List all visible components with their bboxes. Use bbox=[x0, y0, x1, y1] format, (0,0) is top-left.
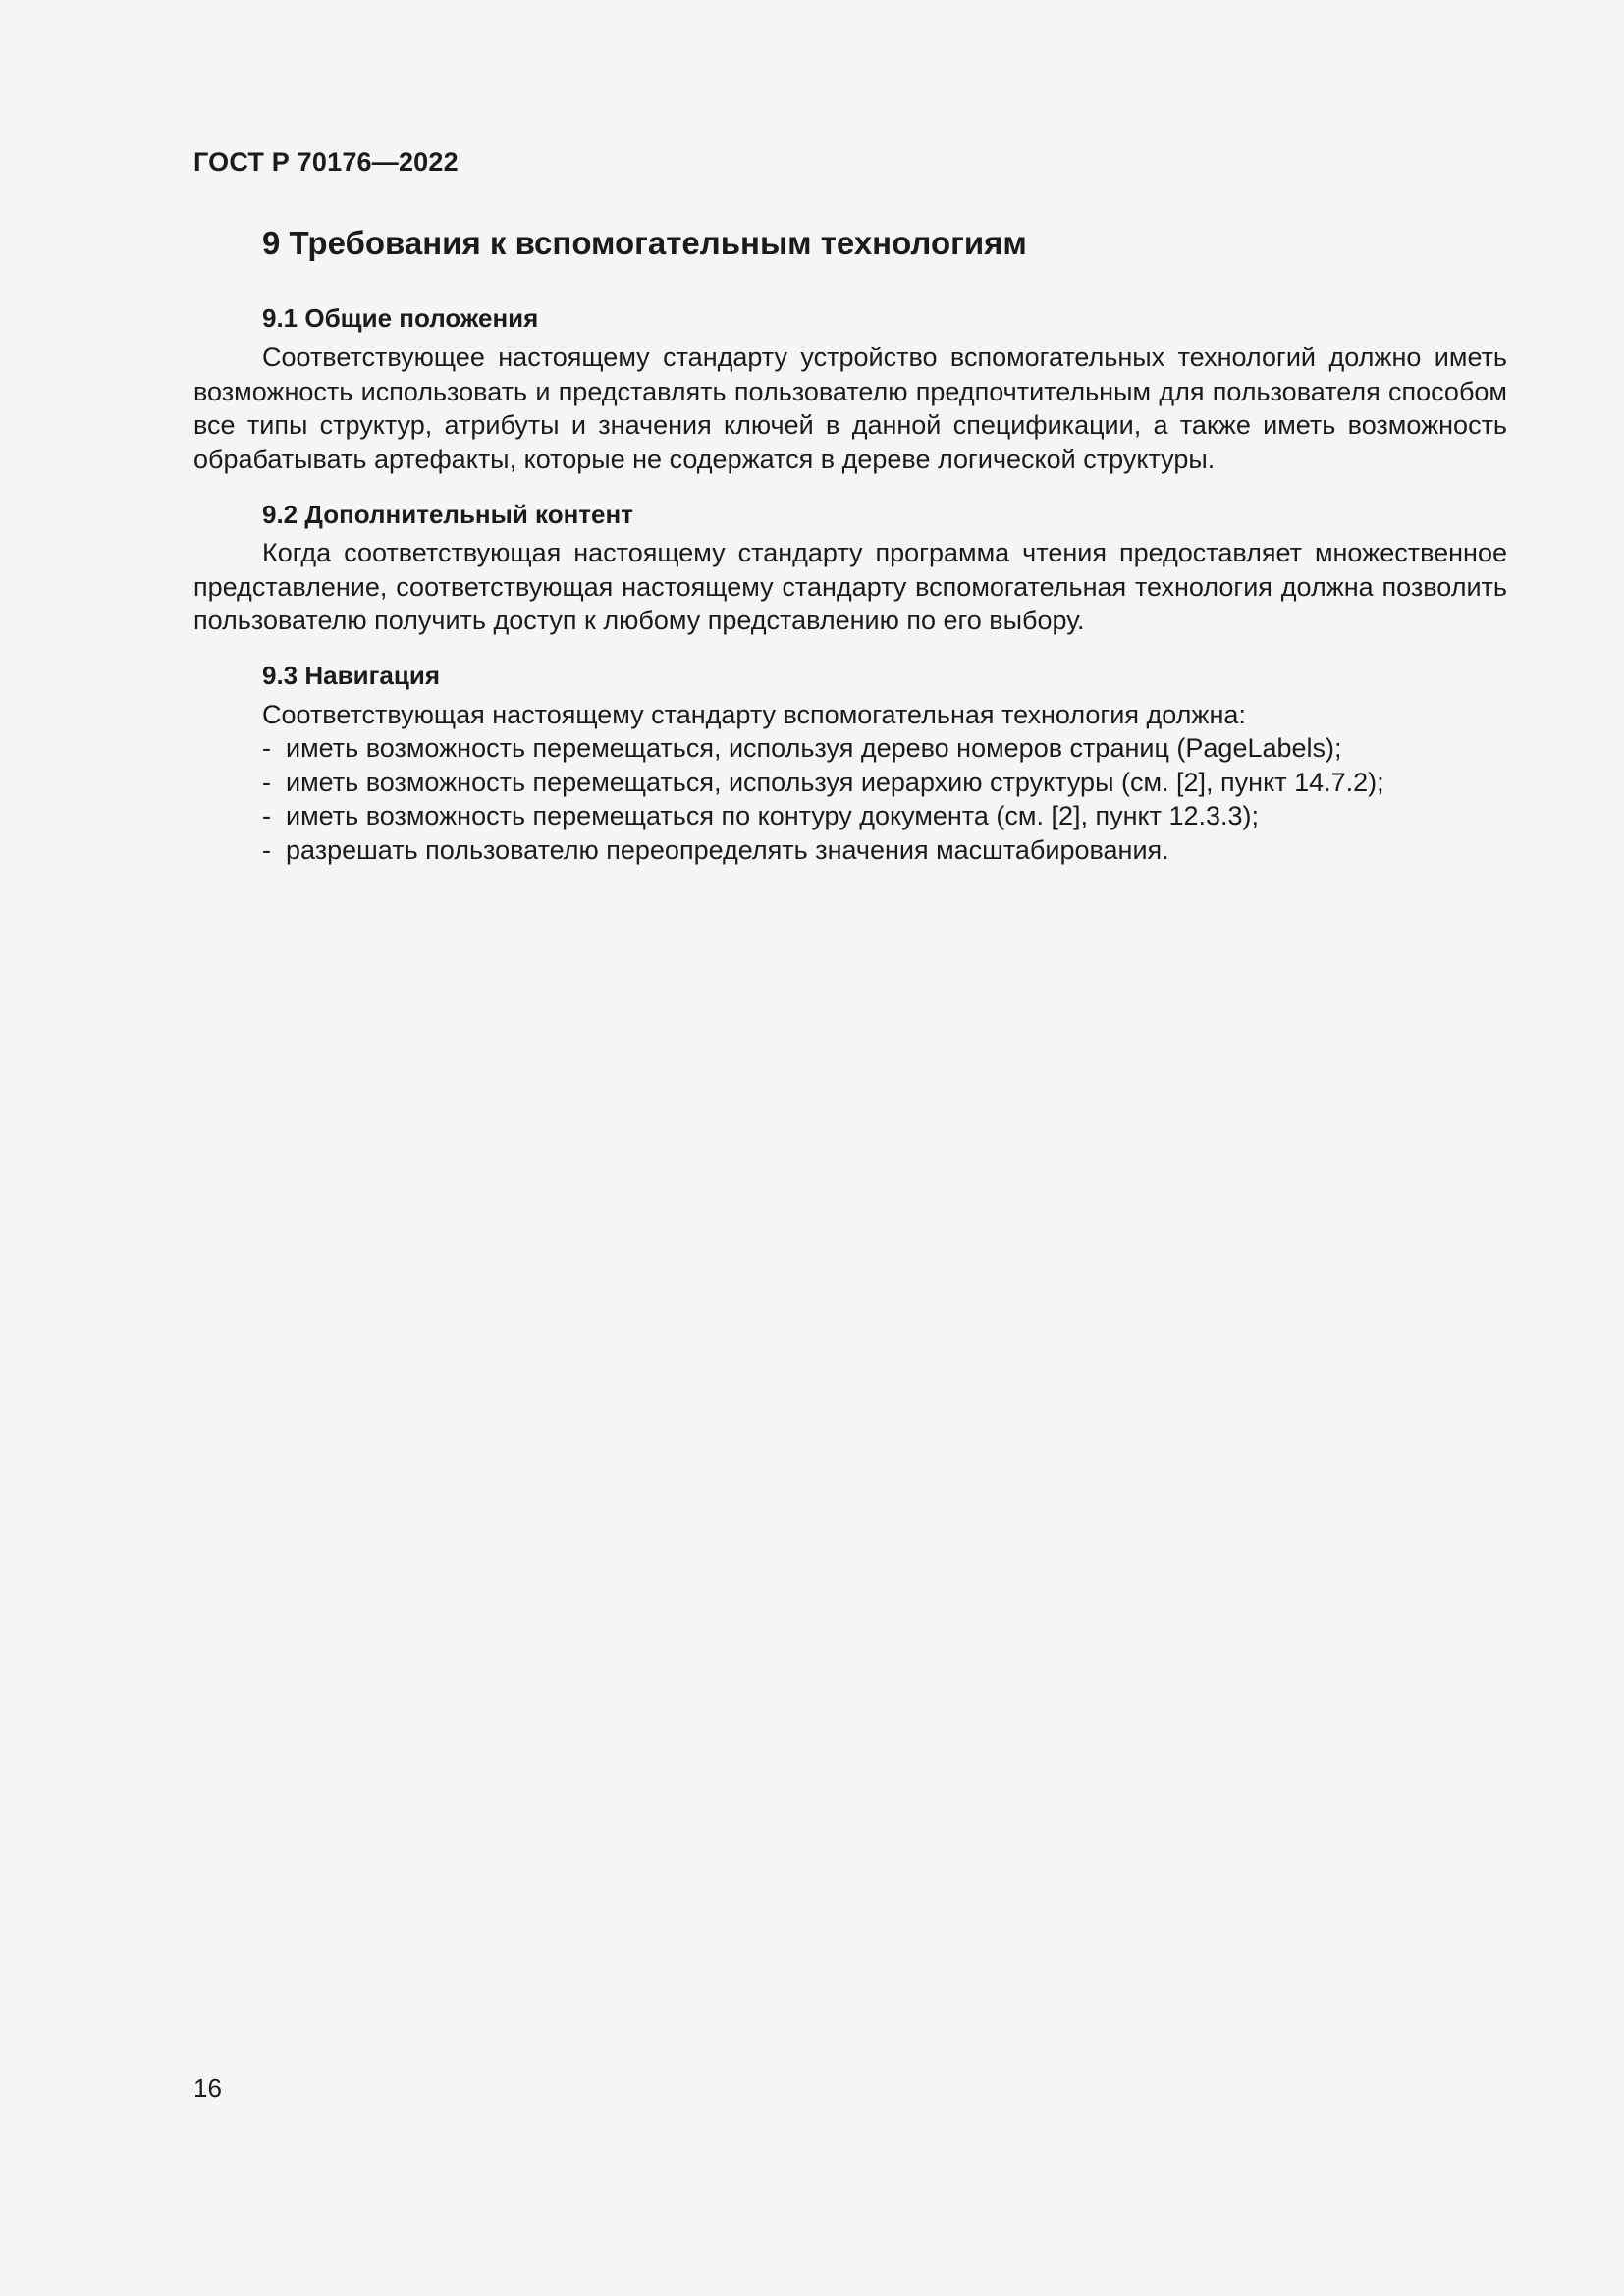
list-item-text: разрешать пользователю переопределять значения масштабирования. bbox=[286, 834, 1169, 865]
document-header: ГОСТ Р 70176—2022 bbox=[193, 147, 459, 177]
bullet-dash: - bbox=[262, 733, 271, 763]
navigation-requirements-list bbox=[262, 731, 1507, 867]
section-title: 9 Требования к вспомогательным технологиям bbox=[262, 225, 1027, 261]
list-item bbox=[262, 833, 1507, 868]
subsection-title-additional-content: 9.2 Дополнительный контент bbox=[262, 500, 633, 529]
list-item bbox=[262, 731, 1507, 766]
subsection-title-navigation: 9.3 Навигация bbox=[262, 660, 440, 690]
list-item bbox=[262, 799, 1507, 833]
navigation-intro: Соответствующая настоящему стандарту вспомогательная технология должна: bbox=[262, 699, 1246, 729]
list-item-text: иметь возможность перемещаться по контуру документа (см. [2], пункт 12.3.3); bbox=[286, 801, 1260, 830]
bullet-dash: - bbox=[262, 801, 271, 830]
document-body bbox=[193, 224, 1507, 867]
page-number: 16 bbox=[193, 2073, 222, 2103]
subsection-title-general: 9.1 Общие положения bbox=[262, 303, 539, 333]
bullet-dash: - bbox=[262, 767, 271, 797]
paragraph-additional-content: Когда соответствующая настоящему стандарту программа чтения предоставляет множественное представление, соответствующая настоящему стандарту вспомогательная технология должна позволить пользователю получить доступ к любому представлению по его выбору. bbox=[193, 538, 1507, 635]
paragraph-general: Соответствующее настоящему стандарту устройство вспомогательных технологий должно иметь возможность использовать и представлять пользователю предпочтительным для пользователя способом все типы структур, атрибуты и значения ключей в данной спецификации, а также иметь возможность обрабатывать артефакты, которые не содержатся в дереве логической структуры. bbox=[193, 343, 1507, 474]
list-item-text: иметь возможность перемещаться, используя дерево номеров страниц (PageLabels); bbox=[286, 733, 1342, 763]
bullet-dash: - bbox=[262, 834, 271, 865]
list-item bbox=[262, 766, 1507, 800]
list-item-text: иметь возможность перемещаться, используя иерархию структуры (см. [2], пункт 14.7.2); bbox=[286, 767, 1384, 797]
